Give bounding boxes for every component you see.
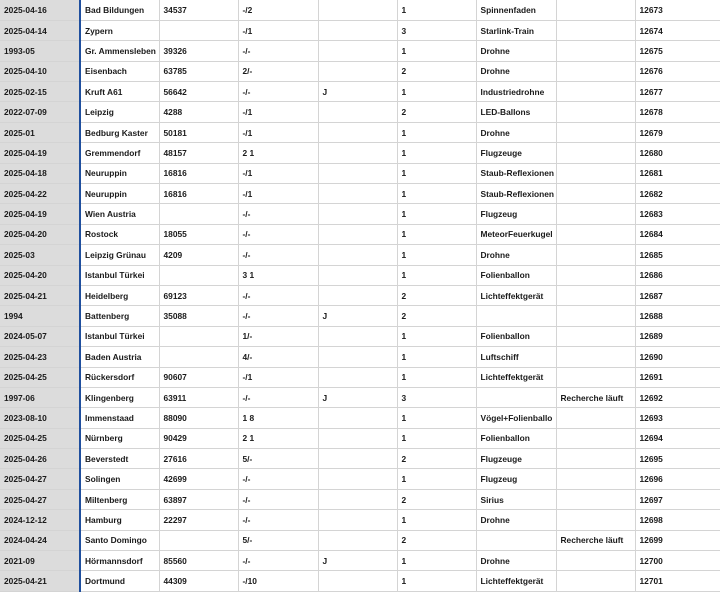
- case-id-cell[interactable]: 12700: [635, 551, 720, 571]
- location-cell[interactable]: Miltenberg: [80, 489, 159, 509]
- category-cell[interactable]: 1: [397, 408, 476, 428]
- case-id-cell[interactable]: 12675: [635, 41, 720, 61]
- status-cell[interactable]: [556, 0, 635, 20]
- flag-cell[interactable]: [318, 408, 397, 428]
- table-row: [0, 0, 720, 20]
- postal-code-cell[interactable]: 39326: [159, 41, 238, 61]
- location-cell[interactable]: Istanbul Türkei: [80, 326, 159, 346]
- flag-cell[interactable]: [318, 428, 397, 448]
- count-cell[interactable]: -/-: [238, 224, 318, 244]
- case-id-cell[interactable]: 12699: [635, 530, 720, 550]
- location-cell[interactable]: Bedburg Kaster: [80, 122, 159, 142]
- count-cell[interactable]: -/1: [238, 20, 318, 40]
- flag-cell[interactable]: [318, 510, 397, 530]
- case-id-cell[interactable]: 12693: [635, 408, 720, 428]
- status-cell[interactable]: Recherche läuft: [556, 387, 635, 407]
- case-id-cell[interactable]: 12680: [635, 143, 720, 163]
- case-id-cell[interactable]: 12684: [635, 224, 720, 244]
- status-cell[interactable]: [556, 82, 635, 102]
- flag-cell[interactable]: J: [318, 551, 397, 571]
- date-cell[interactable]: 2025-04-23: [0, 347, 80, 367]
- postal-code-cell[interactable]: 35088: [159, 306, 238, 326]
- case-id-cell[interactable]: 12682: [635, 184, 720, 204]
- explanation-cell[interactable]: Spinnenfaden: [476, 0, 556, 20]
- category-cell[interactable]: 1: [397, 571, 476, 591]
- postal-code-cell[interactable]: 48157: [159, 143, 238, 163]
- location-cell[interactable]: Battenberg: [80, 306, 159, 326]
- explanation-cell[interactable]: Drohne: [476, 510, 556, 530]
- location-cell[interactable]: Dortmund: [80, 571, 159, 591]
- category-cell[interactable]: 1: [397, 428, 476, 448]
- date-cell[interactable]: 1994: [0, 306, 80, 326]
- postal-code-cell[interactable]: 90429: [159, 428, 238, 448]
- explanation-cell[interactable]: Drohne: [476, 551, 556, 571]
- status-cell[interactable]: [556, 143, 635, 163]
- case-id-cell[interactable]: 12681: [635, 163, 720, 183]
- case-id-cell[interactable]: 12674: [635, 20, 720, 40]
- location-cell[interactable]: Istanbul Türkei: [80, 265, 159, 285]
- explanation-cell[interactable]: [476, 306, 556, 326]
- explanation-cell[interactable]: Flugzeuge: [476, 449, 556, 469]
- table-row: [0, 347, 720, 367]
- explanation-cell[interactable]: MeteorFeuerkugel: [476, 224, 556, 244]
- flag-cell[interactable]: [318, 367, 397, 387]
- category-cell[interactable]: 1: [397, 122, 476, 142]
- status-cell[interactable]: [556, 449, 635, 469]
- count-cell[interactable]: 2 1: [238, 428, 318, 448]
- date-cell[interactable]: 2025-04-10: [0, 61, 80, 81]
- explanation-cell[interactable]: Industriedrohne: [476, 82, 556, 102]
- category-cell[interactable]: 1: [397, 204, 476, 224]
- postal-code-cell[interactable]: 69123: [159, 285, 238, 305]
- explanation-cell[interactable]: [476, 530, 556, 550]
- category-cell[interactable]: 2: [397, 285, 476, 305]
- postal-code-cell[interactable]: [159, 530, 238, 550]
- count-cell[interactable]: 1 8: [238, 408, 318, 428]
- case-id-cell[interactable]: 12690: [635, 347, 720, 367]
- postal-code-cell[interactable]: 56642: [159, 82, 238, 102]
- category-cell[interactable]: 1: [397, 41, 476, 61]
- category-cell[interactable]: 1: [397, 469, 476, 489]
- flag-cell[interactable]: [318, 204, 397, 224]
- date-cell[interactable]: 2021-09: [0, 551, 80, 571]
- count-cell[interactable]: -/1: [238, 367, 318, 387]
- case-id-cell[interactable]: 12685: [635, 245, 720, 265]
- flag-cell[interactable]: [318, 265, 397, 285]
- postal-code-cell[interactable]: [159, 326, 238, 346]
- count-cell[interactable]: -/-: [238, 285, 318, 305]
- location-cell[interactable]: Zypern: [80, 20, 159, 40]
- count-cell[interactable]: 5/-: [238, 449, 318, 469]
- location-cell[interactable]: Leipzig: [80, 102, 159, 122]
- table-row: [0, 184, 720, 204]
- date-cell[interactable]: 2025-04-22: [0, 184, 80, 204]
- table-row: [0, 449, 720, 469]
- count-cell[interactable]: -/-: [238, 469, 318, 489]
- count-cell[interactable]: -/-: [238, 306, 318, 326]
- postal-code-cell[interactable]: [159, 347, 238, 367]
- table-row: [0, 265, 720, 285]
- category-cell[interactable]: 1: [397, 184, 476, 204]
- location-cell[interactable]: Hamburg: [80, 510, 159, 530]
- count-cell[interactable]: -/10: [238, 571, 318, 591]
- flag-cell[interactable]: [318, 245, 397, 265]
- category-cell[interactable]: 1: [397, 245, 476, 265]
- table-row: [0, 367, 720, 387]
- flag-cell[interactable]: [318, 143, 397, 163]
- status-cell[interactable]: [556, 61, 635, 81]
- status-cell[interactable]: [556, 20, 635, 40]
- category-cell[interactable]: 1: [397, 82, 476, 102]
- postal-code-cell[interactable]: 16816: [159, 184, 238, 204]
- postal-code-cell[interactable]: [159, 204, 238, 224]
- flag-cell[interactable]: [318, 326, 397, 346]
- date-cell[interactable]: 2024-12-12: [0, 510, 80, 530]
- status-cell[interactable]: [556, 163, 635, 183]
- postal-code-cell[interactable]: 63911: [159, 387, 238, 407]
- category-cell[interactable]: 1: [397, 347, 476, 367]
- count-cell[interactable]: -/-: [238, 82, 318, 102]
- date-cell[interactable]: 2025-04-19: [0, 204, 80, 224]
- status-cell[interactable]: [556, 551, 635, 571]
- postal-code-cell[interactable]: 22297: [159, 510, 238, 530]
- explanation-cell[interactable]: Lichteffektgerät: [476, 571, 556, 591]
- location-cell[interactable]: Eisenbach: [80, 61, 159, 81]
- explanation-cell[interactable]: [476, 387, 556, 407]
- case-id-cell[interactable]: 12687: [635, 285, 720, 305]
- category-cell[interactable]: 3: [397, 20, 476, 40]
- count-cell[interactable]: 4/-: [238, 347, 318, 367]
- case-id-cell[interactable]: 12676: [635, 61, 720, 81]
- count-cell[interactable]: -/-: [238, 204, 318, 224]
- category-cell[interactable]: 2: [397, 102, 476, 122]
- count-cell[interactable]: -/1: [238, 122, 318, 142]
- location-cell[interactable]: Wien Austria: [80, 204, 159, 224]
- explanation-cell[interactable]: Flugzeuge: [476, 143, 556, 163]
- case-id-cell[interactable]: 12686: [635, 265, 720, 285]
- postal-code-cell[interactable]: [159, 20, 238, 40]
- explanation-cell[interactable]: Luftschiff: [476, 347, 556, 367]
- case-id-cell[interactable]: 12683: [635, 204, 720, 224]
- postal-code-cell[interactable]: 34537: [159, 0, 238, 20]
- location-cell[interactable]: Immenstaad: [80, 408, 159, 428]
- postal-code-cell[interactable]: 90607: [159, 367, 238, 387]
- table-row: [0, 41, 720, 61]
- explanation-cell[interactable]: Drohne: [476, 245, 556, 265]
- category-cell[interactable]: 3: [397, 387, 476, 407]
- date-cell[interactable]: 2025-04-21: [0, 285, 80, 305]
- explanation-cell[interactable]: Folienballon: [476, 428, 556, 448]
- category-cell[interactable]: 1: [397, 551, 476, 571]
- location-cell[interactable]: Bad Bildungen: [80, 0, 159, 20]
- category-cell[interactable]: 1: [397, 326, 476, 346]
- case-id-cell[interactable]: 12688: [635, 306, 720, 326]
- postal-code-cell[interactable]: 44309: [159, 571, 238, 591]
- explanation-cell[interactable]: LED-Ballons: [476, 102, 556, 122]
- status-cell[interactable]: [556, 347, 635, 367]
- location-cell[interactable]: Kruft A61: [80, 82, 159, 102]
- date-cell[interactable]: 2025-04-25: [0, 428, 80, 448]
- location-cell[interactable]: Klingenberg: [80, 387, 159, 407]
- count-cell[interactable]: -/1: [238, 184, 318, 204]
- flag-cell[interactable]: [318, 0, 397, 20]
- category-cell[interactable]: 2: [397, 530, 476, 550]
- case-id-cell[interactable]: 12701: [635, 571, 720, 591]
- case-id-cell[interactable]: 12692: [635, 387, 720, 407]
- status-cell[interactable]: [556, 224, 635, 244]
- table-row: [0, 428, 720, 448]
- date-cell[interactable]: 2025-01: [0, 122, 80, 142]
- case-id-cell[interactable]: 12696: [635, 469, 720, 489]
- date-cell[interactable]: 2025-04-27: [0, 489, 80, 509]
- location-cell[interactable]: Gr. Ammensleben: [80, 41, 159, 61]
- date-cell[interactable]: 1997-06: [0, 387, 80, 407]
- status-cell[interactable]: [556, 428, 635, 448]
- table-row: [0, 61, 720, 81]
- explanation-cell[interactable]: Lichteffektgerät: [476, 367, 556, 387]
- date-cell[interactable]: 2025-04-16: [0, 0, 80, 20]
- postal-code-cell[interactable]: 42699: [159, 469, 238, 489]
- location-cell[interactable]: Hörmannsdorf: [80, 551, 159, 571]
- category-cell[interactable]: 1: [397, 0, 476, 20]
- postal-code-cell[interactable]: 4209: [159, 245, 238, 265]
- category-cell[interactable]: 1: [397, 224, 476, 244]
- status-cell[interactable]: [556, 102, 635, 122]
- date-cell[interactable]: 2025-02-15: [0, 82, 80, 102]
- date-cell[interactable]: 2025-04-14: [0, 20, 80, 40]
- location-cell[interactable]: Baden Austria: [80, 347, 159, 367]
- status-cell[interactable]: [556, 41, 635, 61]
- count-cell[interactable]: -/-: [238, 510, 318, 530]
- category-cell[interactable]: 2: [397, 61, 476, 81]
- date-cell[interactable]: 2025-04-25: [0, 367, 80, 387]
- location-cell[interactable]: Neuruppin: [80, 184, 159, 204]
- status-cell[interactable]: [556, 245, 635, 265]
- category-cell[interactable]: 1: [397, 265, 476, 285]
- table-row: [0, 489, 720, 509]
- date-cell[interactable]: 2025-04-20: [0, 224, 80, 244]
- status-cell[interactable]: [556, 469, 635, 489]
- date-cell[interactable]: 2025-04-26: [0, 449, 80, 469]
- location-cell[interactable]: Rückersdorf: [80, 367, 159, 387]
- table-row: [0, 571, 720, 591]
- explanation-cell[interactable]: Staub-Reflexionen: [476, 163, 556, 183]
- count-cell[interactable]: 1/-: [238, 326, 318, 346]
- flag-cell[interactable]: [318, 102, 397, 122]
- date-cell[interactable]: 2025-04-27: [0, 469, 80, 489]
- postal-code-cell[interactable]: [159, 265, 238, 285]
- status-cell[interactable]: [556, 489, 635, 509]
- status-cell[interactable]: [556, 571, 635, 591]
- location-cell[interactable]: Rostock: [80, 224, 159, 244]
- location-cell[interactable]: Solingen: [80, 469, 159, 489]
- count-cell[interactable]: -/-: [238, 387, 318, 407]
- location-cell[interactable]: Beverstedt: [80, 449, 159, 469]
- explanation-cell[interactable]: Drohne: [476, 61, 556, 81]
- table-row: [0, 20, 720, 40]
- date-cell[interactable]: 2024-05-07: [0, 326, 80, 346]
- explanation-cell[interactable]: Folienballon: [476, 326, 556, 346]
- category-cell[interactable]: 1: [397, 143, 476, 163]
- flag-cell[interactable]: [318, 469, 397, 489]
- case-id-cell[interactable]: 12673: [635, 0, 720, 20]
- category-cell[interactable]: 1: [397, 163, 476, 183]
- status-cell[interactable]: [556, 326, 635, 346]
- status-cell[interactable]: Recherche läuft: [556, 530, 635, 550]
- table-row: [0, 163, 720, 183]
- count-cell[interactable]: -/2: [238, 0, 318, 20]
- status-cell[interactable]: [556, 285, 635, 305]
- flag-cell[interactable]: [318, 184, 397, 204]
- status-cell[interactable]: [556, 510, 635, 530]
- count-cell[interactable]: 2 1: [238, 143, 318, 163]
- date-cell[interactable]: 2025-04-20: [0, 265, 80, 285]
- flag-cell[interactable]: [318, 530, 397, 550]
- flag-cell[interactable]: [318, 122, 397, 142]
- flag-cell[interactable]: [318, 61, 397, 81]
- date-cell[interactable]: 2025-04-21: [0, 571, 80, 591]
- explanation-cell[interactable]: Staub-Reflexionen: [476, 184, 556, 204]
- date-cell[interactable]: 2023-08-10: [0, 408, 80, 428]
- table-row: [0, 82, 720, 102]
- category-cell[interactable]: 1: [397, 510, 476, 530]
- table-row: [0, 224, 720, 244]
- status-cell[interactable]: [556, 408, 635, 428]
- count-cell[interactable]: 2/-: [238, 61, 318, 81]
- explanation-cell[interactable]: Starlink-Train: [476, 20, 556, 40]
- category-cell[interactable]: 2: [397, 449, 476, 469]
- postal-code-cell[interactable]: 63897: [159, 489, 238, 509]
- flag-cell[interactable]: [318, 41, 397, 61]
- table-row: [0, 510, 720, 530]
- status-cell[interactable]: [556, 265, 635, 285]
- count-cell[interactable]: -/-: [238, 489, 318, 509]
- explanation-cell[interactable]: Vögel+Folienballo: [476, 408, 556, 428]
- table-row: [0, 245, 720, 265]
- postal-code-cell[interactable]: 16816: [159, 163, 238, 183]
- case-id-cell[interactable]: 12695: [635, 449, 720, 469]
- location-cell[interactable]: Santo Domingo: [80, 530, 159, 550]
- status-cell[interactable]: [556, 204, 635, 224]
- table-row: [0, 122, 720, 142]
- postal-code-cell[interactable]: 18055: [159, 224, 238, 244]
- status-cell[interactable]: [556, 122, 635, 142]
- flag-cell[interactable]: [318, 20, 397, 40]
- case-id-cell[interactable]: 12689: [635, 326, 720, 346]
- table-row: [0, 102, 720, 122]
- table-row: [0, 551, 720, 571]
- explanation-cell[interactable]: Drohne: [476, 122, 556, 142]
- table-row: [0, 285, 720, 305]
- case-id-cell[interactable]: 12691: [635, 367, 720, 387]
- date-cell[interactable]: 2022-07-09: [0, 102, 80, 122]
- status-cell[interactable]: [556, 306, 635, 326]
- date-cell[interactable]: 2025-04-18: [0, 163, 80, 183]
- table-row: [0, 143, 720, 163]
- category-cell[interactable]: 1: [397, 367, 476, 387]
- location-cell[interactable]: Nürnberg: [80, 428, 159, 448]
- count-cell[interactable]: -/-: [238, 551, 318, 571]
- location-cell[interactable]: Neuruppin: [80, 163, 159, 183]
- flag-cell[interactable]: [318, 449, 397, 469]
- table-row: [0, 387, 720, 407]
- flag-cell[interactable]: [318, 224, 397, 244]
- postal-code-cell[interactable]: 63785: [159, 61, 238, 81]
- flag-cell[interactable]: J: [318, 387, 397, 407]
- flag-cell[interactable]: [318, 163, 397, 183]
- postal-code-cell[interactable]: 88090: [159, 408, 238, 428]
- table-row: [0, 204, 720, 224]
- count-cell[interactable]: -/1: [238, 102, 318, 122]
- explanation-cell[interactable]: Folienballon: [476, 265, 556, 285]
- postal-code-cell[interactable]: 50181: [159, 122, 238, 142]
- flag-cell[interactable]: J: [318, 306, 397, 326]
- date-cell[interactable]: 2025-03: [0, 245, 80, 265]
- flag-cell[interactable]: [318, 571, 397, 591]
- table-row: [0, 326, 720, 346]
- table-row: [0, 469, 720, 489]
- postal-code-cell[interactable]: 27616: [159, 449, 238, 469]
- flag-cell[interactable]: J: [318, 82, 397, 102]
- flag-cell[interactable]: [318, 347, 397, 367]
- table-row: [0, 306, 720, 326]
- case-id-cell[interactable]: 12677: [635, 82, 720, 102]
- table-row: [0, 408, 720, 428]
- postal-code-cell[interactable]: 85560: [159, 551, 238, 571]
- postal-code-cell[interactable]: 4288: [159, 102, 238, 122]
- explanation-cell[interactable]: Drohne: [476, 41, 556, 61]
- table-row: [0, 530, 720, 550]
- date-cell[interactable]: 2024-04-24: [0, 530, 80, 550]
- case-id-cell[interactable]: 12679: [635, 122, 720, 142]
- case-id-cell[interactable]: 12697: [635, 489, 720, 509]
- explanation-cell[interactable]: Sirius: [476, 489, 556, 509]
- case-id-cell[interactable]: 12694: [635, 428, 720, 448]
- status-cell[interactable]: [556, 367, 635, 387]
- case-id-cell[interactable]: 12678: [635, 102, 720, 122]
- count-cell[interactable]: -/-: [238, 245, 318, 265]
- explanation-cell[interactable]: Lichteffektgerät: [476, 285, 556, 305]
- location-cell[interactable]: Leipzig Grünau: [80, 245, 159, 265]
- count-cell[interactable]: 3 1: [238, 265, 318, 285]
- status-cell[interactable]: [556, 184, 635, 204]
- category-cell[interactable]: 2: [397, 306, 476, 326]
- explanation-cell[interactable]: Flugzeug: [476, 204, 556, 224]
- category-cell[interactable]: 2: [397, 489, 476, 509]
- count-cell[interactable]: -/-: [238, 41, 318, 61]
- count-cell[interactable]: -/1: [238, 163, 318, 183]
- case-id-cell[interactable]: 12698: [635, 510, 720, 530]
- location-cell[interactable]: Gremmendorf: [80, 143, 159, 163]
- date-cell[interactable]: 2025-04-19: [0, 143, 80, 163]
- explanation-cell[interactable]: Flugzeug: [476, 469, 556, 489]
- flag-cell[interactable]: [318, 489, 397, 509]
- count-cell[interactable]: 5/-: [238, 530, 318, 550]
- flag-cell[interactable]: [318, 285, 397, 305]
- date-cell[interactable]: 1993-05: [0, 41, 80, 61]
- location-cell[interactable]: Heidelberg: [80, 285, 159, 305]
